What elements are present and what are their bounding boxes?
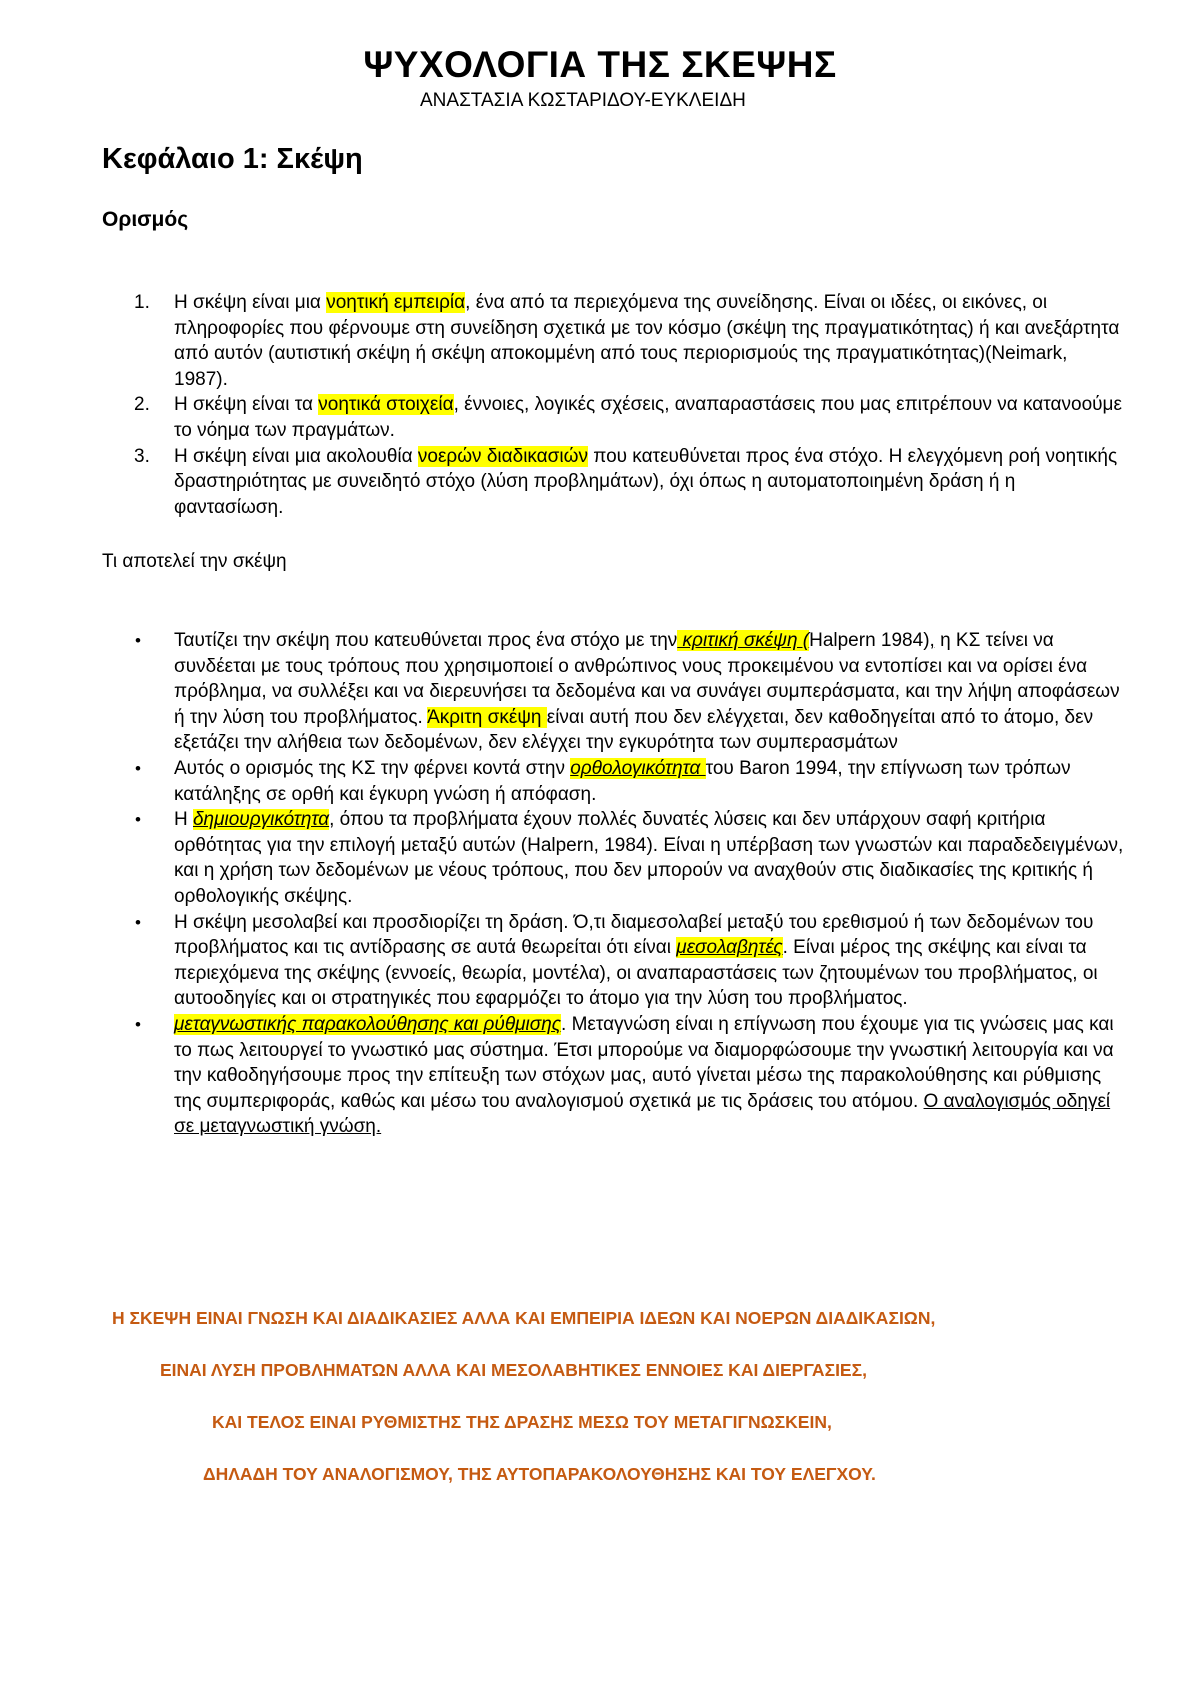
bullet-text: Halpern 1984) (809, 630, 930, 651)
highlighted-term: νοητικά στοιχεία (318, 394, 454, 416)
chapter-heading: Κεφάλαιο 1: Σκέψη (102, 143, 363, 175)
definition-item (134, 392, 1124, 443)
bullet-text: Αυτός ο ορισμός της ΚΣ την φέρνει κοντά στην (174, 757, 571, 779)
bullet-text: του Baron 1994, την επίγνωση των τρόπων κατάληξης σε ορθή και έγκυρη γνώση ή απόφαση. (174, 757, 1071, 805)
bullet-icon: • (135, 631, 141, 650)
definition-text: , ένα από τα περιεχόμενα της συνείδησης. Είναι οι ιδέες, οι εικόνες, οι πληροφορίες που φέρνουμε στη συνείδηση σχετικά με τον κόσμο (σκέψη της πραγματικότητας) ή και ανεξάρτητα από αυτόν (αυτιστική σκέψη ή σκέψη αποκομμένη από τους περιορισμούς της πραγματικότητας)(Neimark, 1987). (174, 292, 1120, 390)
highlighted-term: ορθολογικότητα (570, 757, 706, 779)
definition-text: Η σκέψη είναι μια (174, 292, 327, 313)
definition-item (134, 444, 1124, 521)
bullet-icon: • (135, 912, 141, 932)
list-number: 1. (134, 292, 150, 313)
bullet-text: . Μεταγνώση είναι η επίγνωση που έχουμε για τις γνώσεις μας και το πως λειτουργεί το γνωστικό μας σύστημα. Έτσι μπορούμε να διαμορφώσουμε την γνωστική λειτουργία και να την καθοδηγήσουμε προς την επίτευξη των στόχων μας, αυτό γίνεται μέσω της παρακολούθησης και ρύθμισης της συμπεριφοράς, καθώς και μέσω του αναλογισμού σχετικά με τις δράσεις του ατόμου. (174, 1013, 1114, 1112)
highlighted-term: Άκριτη σκέψη (427, 706, 547, 728)
bullet-text: Η (174, 809, 193, 831)
list-item (135, 628, 1129, 756)
bullet-icon: • (135, 810, 141, 830)
bullet-icon: • (135, 758, 141, 778)
underlined-text: Ο αναλογισμός οδηγεί σε μεταγνωστική γνώση. (174, 1090, 1111, 1138)
author-name: ΑΝΑΣΤΑΣΙΑ ΚΩΣΤΑΡΙΔΟΥ-ΕΥΚΛΕΙΔΗ (420, 90, 746, 111)
section-heading-definition: Ορισμός (102, 208, 189, 231)
bullet-icon: • (135, 1014, 141, 1034)
summary-line: ΚΑΙ ΤΕΛΟΣ ΕΙΝΑΙ ΡΥΘΜΙΣΤΗΣ ΤΗΣ ΔΡΑΣΗΣ ΜΕΣΩ ΤΟΥ ΜΕΤΑΓΙΓΝΩΣΚΕΙΝ, (212, 1412, 832, 1432)
summary-line: Η ΣΚΕΨΗ ΕΙΝΑΙ ΓΝΩΣΗ ΚΑΙ ΔΙΑΔΙΚΑΣΙΕΣ ΑΛΛΑ ΚΑΙ ΕΜΠΕΙΡΙΑ ΙΔΕΩΝ ΚΑΙ ΝΟΕΡΩΝ ΔΙΑΔΙΚΑΣΙΩΝ, (112, 1308, 936, 1328)
list-item (135, 807, 1129, 909)
list-number: 3. (134, 445, 150, 467)
bullet-text: η ΚΣ τείνει να συνδέεται με τους τρόπους που χρησιμοποιεί ο ανθρώπινος νους προκειμένου να εντοπίσει και να ορίσει ένα πρόβλημα, να συλλέξει και να διερευνήσει τα δεδομένα και να συνάγει συμπεράσματα, και την λήψη αποφάσεων ή την λύση του προβλήματος. (174, 630, 1120, 728)
definition-text: που κατευθύνεται προς ένα στόχο. Η ελεγχόμενη ροή νοητικής δραστηριότητας με συνειδητό στόχο (λύση προβλημάτων), όχι όπως η αυτοματοποιημένη δράση ή η φαντασίωση. (174, 445, 1118, 518)
list-item (135, 910, 1129, 1012)
definition-item (134, 290, 1124, 392)
bullet-text: Η σκέψη μεσολαβεί και προσδιορίζει τη δράση. Ό,τι διαμεσολαβεί μεταξύ του ερεθισμού ή των δεδομένων του προβλήματος και τις αντίδρασης σε αυτά θεωρείται ότι είναι (174, 911, 1094, 959)
bullet-text: είναι αυτή που δεν ελέγχεται, δεν καθοδηγείται από το άτομο, δεν εξετάζει την αλήθεια των δεδομένων, δεν ελέγχει την εγκυρότητα των συμπερασμάτων (174, 706, 1094, 754)
subheading: Τι αποτελεί την σκέψη (102, 551, 287, 572)
definition-list (134, 290, 1124, 520)
bullet-text: . Είναι μέρος της σκέψης και είναι τα περιεχόμενα της σκέψης (εννοείς, θεωρία, μοντέλα), οι αναπαραστάσεις των ζητουμένων του προβλήματος, οι αυτοοδηγίες και οι στρατηγικές που εφαρμόζει το άτομο για την λύση του προβλήματος. (174, 937, 1098, 1010)
bullet-list (135, 628, 1129, 1140)
definition-text: , έννοιες, λογικές σχέσεις, αναπαραστάσεις που μας επιτρέπουν να κατανοούμε το νόημα των πραγμάτων. (174, 394, 1122, 441)
highlighted-term: μεταγνωστικής παρακολούθησης και ρύθμισης (174, 1013, 562, 1035)
list-item (135, 756, 1129, 807)
highlighted-term: νοητική εμπειρία (326, 292, 466, 313)
highlighted-term: δημιουργικότητα (193, 809, 330, 831)
highlighted-term: νοερών διαδικασιών (417, 445, 588, 467)
bullet-text: Ταυτίζει την σκέψη που κατευθύνεται προς ένα στόχο με την (174, 630, 678, 651)
bullet-text: , όπου τα προβλήματα έχουν πολλές δυνατές λύσεις και δεν υπάρχουν σαφή κριτήρια ορθότητας για την επιλογή μεταξύ αυτών (Halpern, 1984). Είναι η υπέρβαση των γνωστών και παραδεδειγμένων, και η χρήση των δεδομένων με νέους τρόπους, που δεν μπορούν να αναχθούν στις διαδικασίες της κριτικής ή ορθολογικής σκέψης. (174, 809, 1124, 907)
summary-line: ΕΙΝΑΙ ΛΥΣΗ ΠΡΟΒΛΗΜΑΤΩΝ ΑΛΛΑ ΚΑΙ ΜΕΣΟΛΑΒΗΤΙΚΕΣ ΕΝΝΟΙΕΣ ΚΑΙ ΔΙΕΡΓΑΣΙΕΣ, (160, 1360, 867, 1380)
highlighted-term: μεσολαβητές (676, 937, 783, 959)
highlighted-term: κριτική σκέψη ( (677, 630, 810, 651)
bullet-text: , (929, 630, 935, 651)
list-number: 2. (134, 394, 150, 416)
summary-line: ΔΗΛΑΔΗ ΤΟΥ ΑΝΑΛΟΓΙΣΜΟΥ, ΤΗΣ ΑΥΤΟΠΑΡΑΚΟΛΟΥΘΗΣΗΣ ΚΑΙ ΤΟΥ ΕΛΕΓΧΟΥ. (203, 1464, 876, 1484)
document-title: ΨΥΧΟΛΟΓΙΑ ΤΗΣ ΣΚΕΨΗΣ (363, 44, 837, 85)
list-item (135, 1012, 1129, 1140)
definition-text: Η σκέψη είναι μια ακολουθία (174, 445, 418, 467)
definition-text: Η σκέψη είναι τα (174, 394, 319, 416)
